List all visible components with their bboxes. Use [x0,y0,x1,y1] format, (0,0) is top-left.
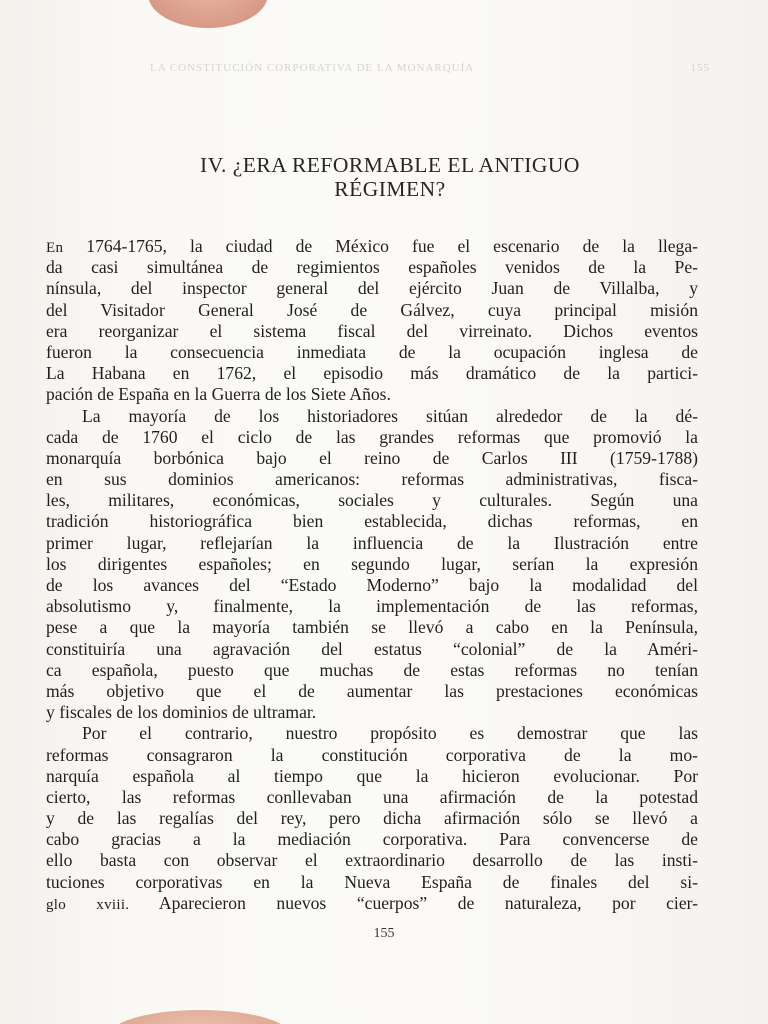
text-line: Por el contrario, nuestro propósito es demostrar que las [82,723,698,744]
text-line: y de las regalías del rey, pero dicha afirmación sólo se llevó a [46,808,698,829]
text-line: absolutismo y, finalmente, la implementación de las reformas, [46,596,698,617]
bleed-through-header [150,62,710,92]
text-line: narquía española al tiempo que la hicieron evolucionar. Por [46,765,698,786]
text-line: La mayoría de los historiadores sitúan alrededor de la dé- [82,405,698,426]
thumb-top-image [148,0,268,28]
text-line: tuciones corporativas en la Nueva España de finales del si- [46,871,698,892]
page-number: 155 [373,926,395,941]
chapter-title-line-1: IV. ¿ERA REFORMABLE EL ANTIGUO [200,153,580,177]
text-line: da casi simultánea de regimientos españoles venidos de la Pe- [46,257,698,278]
text-line: En 1764-1765, la ciudad de México fue el escenario de la llega- [46,236,699,256]
text-line: tradición historiográfica bien establecida, dichas reformas, en [46,511,698,532]
text-line: les, militares, económicas, sociales y culturales. Según una [46,490,698,511]
text-line: cada de 1760 el ciclo de las grandes reformas que promovió la [46,426,698,447]
text-line: La Habana en 1762, el episodio más dramático de la partici- [46,363,698,384]
text-line: era reorganizar el sistema fiscal del virreinato. Dichos eventos [46,320,698,341]
text-line: de los avances del “Estado Moderno” bajo la modalidad del [46,575,698,595]
text-line: cierto, las reformas conllevaban una afirmación de la potestad [46,786,698,807]
chapter-title-line-2: RÉGIMEN? [334,177,446,201]
text-line: ello basta con observar el extraordinario desarrollo de las insti- [46,850,698,871]
text-line: fueron la consecuencia inmediata de la ocupación inglesa de [46,341,698,362]
text-line: ca española, puesto que muchas de estas reformas no tenían [46,659,698,680]
text-line: monarquía borbónica bajo el reino de Carlos III (1759-1788) [46,447,698,468]
bleed-running-title: LA CONSTITUCIÓN CORPORATIVA DE LA MONARQUÍA [150,62,475,74]
text-line: los dirigentes españoles; en segundo lugar, serían la expresión [46,553,698,574]
text-line: reformas consagraron la constitución corporativa de la mo- [46,744,698,765]
chapter-title [60,153,720,201]
text-line: constituiría una agravación del estatus “colonial” de la Améri- [46,638,698,659]
text-line: primer lugar, reflejarían la influencia de la Ilustración entre [46,532,698,553]
opening-small-caps: En [46,240,64,256]
bleed-page-number: 155 [690,62,710,74]
text-line: del Visitador General José de Gálvez, cuya principal misión [46,299,698,320]
text-line: más objetivo que el de aumentar las prestaciones económicas [46,680,698,701]
thumb-bottom-image [110,1010,290,1024]
text-line: nínsula, del inspector general del ejército Juan de Villalba, y [46,278,698,299]
text-line: pese a que la mayoría también se llevó a cabo en la Península, [46,617,698,638]
text-line: y fiscales de los dominios de ultramar. [46,702,317,723]
text-line: glo xviii. Aparecieron nuevos “cuerpos” de naturaleza, por cier- [46,892,698,913]
body-text [46,236,698,914]
text-line: cabo gracias a la mediación corporativa. Para convencerse de [46,829,698,850]
century-small-caps: glo xviii. [46,896,130,913]
text-line: en sus dominios americanos: reformas administrativas, fisca- [46,469,698,490]
text-line: pación de España en la Guerra de los Siete Años. [46,384,391,405]
